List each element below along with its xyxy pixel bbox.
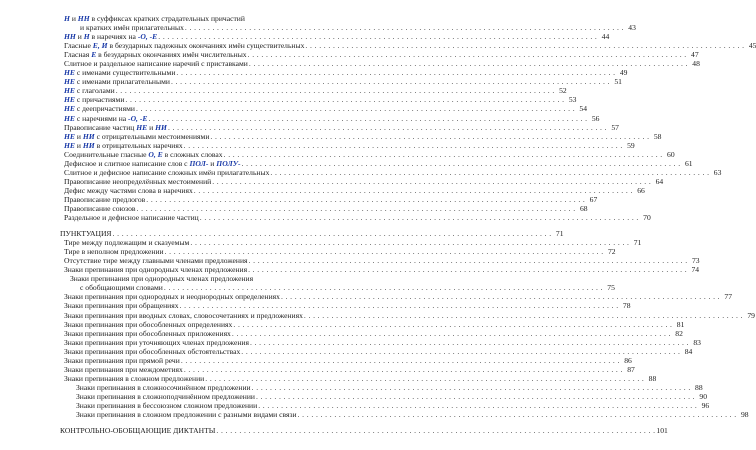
dot-leader (258, 401, 697, 410)
dot-leader (210, 132, 649, 141)
toc-page-number: 48 (692, 59, 700, 69)
toc-page-number: 77 (724, 292, 732, 302)
plain-text: Знаки препинания при однородных членах предложения (70, 274, 254, 284)
plain-text: в отрицательных наречиях (94, 140, 183, 150)
toc-entry-title (76, 392, 255, 401)
dot-leader (125, 95, 564, 104)
plain-text: Знаки препинания при обособленных обстоятельствах (64, 346, 241, 356)
toc-page-number: 87 (627, 364, 635, 374)
toc-entry-title (64, 204, 136, 213)
plain-text: Знаки препинания в сложном предложении с разными видами связи (76, 410, 297, 420)
toc-entry-title (80, 23, 184, 32)
dot-leader (241, 347, 680, 356)
plain-text: Знаки препинания при обособленных определениях (64, 319, 233, 329)
emphasized-text: Н (64, 14, 70, 23)
emphasized-text: НЕ (64, 77, 75, 87)
toc-entry[interactable] (60, 59, 700, 69)
plain-text: и (69, 14, 78, 23)
plain-text: и (208, 158, 217, 168)
toc-entry[interactable] (60, 41, 756, 51)
dot-leader (250, 338, 689, 347)
toc-entry[interactable] (60, 104, 588, 114)
emphasized-text: НИ (82, 131, 95, 141)
plain-text: Правописание частиц (64, 122, 137, 132)
toc-entry-title (64, 50, 247, 59)
toc-entry-title (64, 114, 147, 123)
dot-leader (249, 256, 688, 265)
dot-leader (190, 238, 629, 247)
toc-entry-title (64, 123, 167, 132)
toc-page-number: 53 (568, 95, 577, 105)
toc-entry[interactable] (60, 274, 440, 283)
toc-entry-title (64, 356, 180, 365)
plain-text: с именами прилагательными (74, 77, 170, 87)
dot-leader (180, 301, 619, 310)
toc-page-number: 71 (633, 238, 642, 248)
dot-leader (185, 23, 624, 32)
toc-entry[interactable] (60, 176, 664, 186)
toc-page-number: 54 (579, 104, 588, 114)
plain-text: Гласная (64, 50, 92, 60)
toc-entry-title (64, 213, 199, 222)
toc-entry-title (64, 168, 269, 177)
dot-leader (233, 320, 672, 329)
toc-entry-title (64, 320, 232, 329)
plain-text: Правописание союзов (64, 203, 136, 213)
plain-text: ПУНКТУАЦИЯ (60, 229, 112, 239)
toc-page-number: 44 (601, 32, 610, 42)
toc-page-number: 59 (627, 140, 635, 150)
plain-text: Знаки препинания в сложном предложении (64, 373, 205, 383)
emphasized-text: НИ (82, 140, 95, 150)
plain-text: Тире между подлежащим и сказуемым (64, 238, 190, 248)
toc-entry-title (64, 374, 204, 383)
toc-entry[interactable] (60, 310, 755, 320)
toc-entry-title (64, 365, 183, 374)
plain-text: с именами существительными (74, 68, 176, 78)
emphasized-text: НЕ (64, 95, 75, 105)
toc-entry-title (64, 159, 241, 168)
toc-page-number: 73 (691, 256, 700, 266)
toc-entry[interactable] (60, 256, 700, 266)
toc-entry-title (76, 401, 257, 410)
emphasized-text: О, Е (148, 149, 163, 159)
toc-entry[interactable] (60, 301, 631, 311)
dot-leader (248, 265, 687, 274)
toc-page-number: 52 (559, 86, 567, 96)
dot-leader (181, 356, 620, 365)
emphasized-text: Н (83, 32, 90, 42)
dot-leader (232, 329, 671, 338)
toc-entry[interactable] (60, 131, 662, 141)
plain-text: в наречиях на (89, 32, 138, 42)
dot-leader (248, 50, 687, 59)
plain-text: Правописание неопределённых местоимений (64, 176, 212, 186)
toc-entry-title (64, 265, 247, 274)
toc-entry-title (64, 347, 240, 356)
toc-entry-title (64, 32, 157, 41)
plain-text: Знаки препинания при уточняющих членах предложения (64, 337, 249, 347)
toc-page-number: 49 (619, 68, 628, 78)
emphasized-text: ПОЛУ- (216, 158, 241, 168)
toc-entry[interactable] (60, 346, 693, 356)
toc-entry-title (64, 95, 124, 104)
plain-text: Слитное и раздельное написание наречий с приставками (64, 59, 248, 69)
dot-leader (148, 114, 587, 123)
emphasized-text: НЕ (64, 113, 75, 123)
toc-page-number: 68 (579, 203, 588, 213)
toc-entry[interactable] (60, 50, 699, 60)
toc-entry-title (64, 150, 223, 159)
toc-page-number: 78 (622, 301, 631, 311)
toc-entry-title (76, 383, 251, 392)
plain-text: с отрицательными местоимениями (94, 131, 210, 141)
toc-entry[interactable] (60, 14, 440, 23)
toc-entry[interactable] (60, 391, 707, 401)
toc-entry[interactable] (60, 337, 701, 347)
toc-entry-title (64, 132, 209, 141)
toc-entry[interactable] (60, 426, 668, 436)
toc-page-number: 51 (614, 77, 622, 87)
toc-page-number: 86 (624, 355, 632, 365)
plain-text: Соединительные гласные (64, 149, 149, 159)
toc-page-number: 96 (701, 400, 710, 410)
toc-entry[interactable] (60, 238, 642, 248)
toc-entry[interactable] (60, 95, 577, 105)
dot-leader (200, 213, 639, 222)
plain-text: Дефисное и слитное написание слов с (64, 158, 190, 168)
toc-page-number: 90 (699, 391, 707, 401)
toc-entry-title (64, 329, 231, 338)
toc-page-number: 88 (695, 382, 703, 392)
plain-text: Знаки препинания в сложносочинённом предложении (76, 382, 251, 392)
plain-text: и (147, 122, 156, 132)
dot-leader (116, 86, 555, 95)
toc-page-number: 58 (653, 131, 662, 141)
toc-entry[interactable] (60, 77, 622, 87)
toc-entry-title (64, 59, 248, 68)
toc-entry[interactable] (60, 292, 732, 302)
toc-page-number: 45 (748, 41, 756, 51)
plain-text: КОНТРОЛЬНО-ОБОБЩАЮЩИЕ ДИКТАНТЫ (60, 426, 216, 436)
dot-leader (270, 168, 709, 177)
plain-text: Знаки препинания в сложноподчинённом предложении (76, 391, 255, 401)
dot-leader (224, 150, 663, 159)
toc-entry[interactable] (60, 373, 657, 383)
toc-entry[interactable] (60, 410, 749, 420)
plain-text: в безударных окончаниях имён числительных (96, 50, 247, 60)
toc-entry[interactable] (60, 247, 616, 257)
toc-entry[interactable] (60, 158, 693, 168)
toc-entry[interactable] (60, 167, 722, 177)
toc-entry-title (64, 256, 248, 265)
toc-entry[interactable] (60, 203, 588, 213)
dot-leader (304, 311, 743, 320)
dot-leader (194, 186, 633, 195)
toc-entry-title (64, 41, 304, 50)
toc-entry[interactable] (60, 382, 703, 392)
plain-text: Знаки препинания при обособленных приложениях (64, 328, 231, 338)
toc-entry-title (64, 186, 193, 195)
plain-text: в безударных падежных окончаниях имён существительных (107, 41, 305, 51)
toc-entry[interactable] (60, 185, 645, 195)
toc-entry-title (80, 283, 163, 292)
plain-text: и (74, 131, 83, 141)
plain-text: Знаки препинания при прямой речи (64, 355, 180, 365)
plain-text: Знаки препинания при вводных словах, словосочетаниях и предложениях (64, 310, 303, 320)
dot-leader (165, 247, 604, 256)
plain-text: Знаки препинания при однородных и неоднородных определениях (64, 292, 280, 302)
toc-page-number: 60 (667, 149, 675, 159)
plain-text: Раздельное и дефисное написание частиц (64, 213, 199, 223)
toc-page-number: 64 (655, 176, 664, 186)
plain-text: Тире в неполном предложении (64, 247, 164, 257)
dot-leader (305, 41, 744, 50)
dot-leader (136, 104, 575, 113)
plain-text: Дефис между частями слова в наречиях (64, 185, 193, 195)
toc-page-number: 84 (684, 346, 693, 356)
toc-entry[interactable] (60, 355, 632, 365)
dot-leader (298, 410, 737, 419)
toc-page-number: 43 (628, 23, 636, 33)
emphasized-text: НЕ (64, 68, 75, 78)
toc-page-number: 56 (591, 113, 600, 123)
toc-entry-title (60, 426, 215, 435)
plain-text: Слитное и дефисное написание сложных имён прилагательных (64, 167, 270, 177)
toc-entry[interactable] (60, 122, 619, 132)
emphasized-text: Е (91, 50, 97, 60)
toc-entry-title (64, 14, 245, 23)
plain-text: Гласные (64, 41, 93, 51)
toc-page-number: 88 (648, 373, 657, 383)
dot-leader (249, 59, 688, 68)
dot-leader (212, 177, 651, 186)
dot-leader (205, 374, 644, 383)
toc-entry[interactable] (60, 194, 598, 204)
toc-entry-title (64, 195, 145, 204)
dot-leader (242, 159, 681, 168)
toc-page-number: 66 (637, 185, 645, 195)
emphasized-text: ПОЛ- (189, 158, 209, 168)
dot-leader (158, 32, 597, 41)
emphasized-text: НЕ (64, 131, 75, 141)
toc-entry-title (64, 301, 179, 310)
toc-entry[interactable] (60, 149, 675, 159)
toc-page-number: 71 (555, 229, 564, 239)
toc-entry-title (60, 229, 112, 238)
emphasized-text: НЕ (64, 140, 75, 150)
toc-entry[interactable] (60, 86, 567, 96)
toc-entry-title (64, 238, 189, 247)
plain-text: в сложных словах (162, 149, 223, 159)
plain-text: Знаки препинания при обращениях (64, 301, 179, 311)
toc-page-number: 47 (691, 50, 699, 60)
emphasized-text: -О, -Е (128, 113, 148, 123)
toc-entry-title (64, 86, 115, 95)
toc-page-number: 83 (693, 337, 701, 347)
toc-entry-title (70, 274, 253, 283)
dot-leader (146, 195, 585, 204)
toc-entry-title (64, 104, 135, 113)
toc-entry[interactable] (60, 23, 636, 33)
dot-leader (137, 204, 576, 213)
emphasized-text: -О, -Е (137, 32, 158, 42)
toc-entry-title (64, 77, 170, 86)
toc-page-number: 70 (643, 213, 651, 223)
toc-entry-title (64, 311, 303, 320)
toc-entry-title (64, 247, 164, 256)
emphasized-text: Е, И (92, 41, 108, 51)
toc-page-number: 57 (611, 122, 619, 132)
toc-page-number: 63 (713, 167, 722, 177)
toc-entry[interactable] (60, 113, 600, 123)
toc-page-number: 82 (675, 328, 683, 338)
toc-entry[interactable] (60, 400, 710, 410)
toc-entry-title (64, 68, 175, 77)
toc-page-number: 75 (607, 283, 615, 293)
plain-text: с обобщающими словами (80, 283, 163, 293)
toc-entry[interactable] (60, 319, 685, 329)
dot-leader (176, 68, 615, 77)
emphasized-text: НЕ (64, 104, 75, 114)
plain-text: с наречиями на (74, 113, 129, 123)
dot-leader (171, 77, 610, 86)
toc-entry[interactable] (60, 265, 700, 275)
plain-text: с глаголами (74, 86, 115, 96)
dot-leader (164, 283, 603, 292)
toc-page-number: 72 (608, 247, 616, 257)
dot-leader (184, 141, 623, 150)
emphasized-text: НН (64, 32, 76, 42)
emphasized-text: НИ (155, 122, 167, 132)
toc-entry[interactable] (60, 32, 610, 42)
plain-text: Отсутствие тире между главными членами предложения (64, 256, 248, 266)
toc-entry-title (76, 410, 297, 419)
toc-entry[interactable] (60, 328, 683, 338)
plain-text: и кратких имён прилагательных (80, 23, 184, 33)
plain-text: Знаки препинания при однородных членах предложения (64, 265, 248, 275)
plain-text: Знаки препинания при междометиях (64, 364, 183, 374)
toc-entry[interactable] (60, 283, 615, 293)
toc-entry-title (64, 292, 280, 301)
emphasized-text: НЕ (136, 122, 148, 132)
plain-text: с причастиями (74, 95, 125, 105)
section-spacer (60, 419, 440, 423)
plain-text: Правописание предлогов (64, 194, 146, 204)
toc-page-number: 74 (691, 265, 700, 275)
emphasized-text: НЕ (64, 86, 75, 96)
table-of-contents (60, 14, 756, 436)
plain-text: в суффиксах кратких страдательных причастий (89, 14, 245, 23)
dot-leader (184, 365, 623, 374)
plain-text: и (74, 140, 83, 150)
plain-text: и (75, 32, 84, 42)
emphasized-text: НН (77, 14, 90, 23)
toc-entry[interactable] (60, 140, 635, 150)
plain-text: с деепричастиями (74, 104, 135, 114)
section-spacer (60, 222, 440, 226)
toc-entry[interactable] (60, 364, 635, 374)
toc-page-number: 79 (747, 310, 755, 320)
dot-leader (256, 392, 695, 401)
dot-leader (216, 426, 655, 435)
toc-entry[interactable] (60, 229, 564, 239)
toc-page-number: 61 (684, 158, 693, 168)
toc-page-number: 81 (676, 319, 685, 329)
dot-leader (168, 123, 607, 132)
toc-page-number: 67 (589, 194, 598, 204)
dot-leader (252, 383, 691, 392)
toc-entry-title (64, 141, 183, 150)
toc-entry-title (64, 177, 211, 186)
toc-entry[interactable] (60, 213, 651, 223)
toc-entry[interactable] (60, 68, 628, 78)
toc-page-number: 98 (740, 410, 749, 420)
dot-leader (281, 292, 720, 301)
dot-leader (113, 229, 552, 238)
toc-page-number: 101 (656, 426, 668, 436)
plain-text: Знаки препинания в бессоюзном сложном предложении (76, 400, 258, 410)
toc-entry-title (64, 338, 249, 347)
